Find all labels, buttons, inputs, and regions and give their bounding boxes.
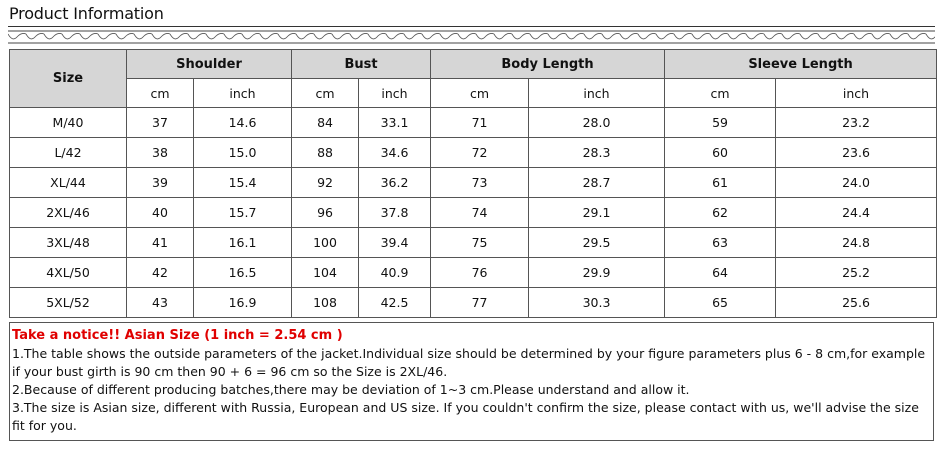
table-cell: 37.8	[359, 198, 431, 228]
table-cell: 73	[431, 168, 529, 198]
table-cell: 28.0	[529, 108, 665, 138]
table-cell: 100	[292, 228, 359, 258]
table-cell: 42.5	[359, 288, 431, 318]
table-cell: 63	[665, 228, 776, 258]
bust-header: Bust	[292, 50, 431, 79]
table-cell: 24.4	[776, 198, 937, 228]
size-cell: 3XL/48	[10, 228, 127, 258]
table-cell: 29.5	[529, 228, 665, 258]
table-cell: 59	[665, 108, 776, 138]
notice-text: Take a notice!! Asian Size (1 inch = 2.54 cm )	[12, 328, 343, 343]
table-cell: 72	[431, 138, 529, 168]
table-cell: 37	[127, 108, 194, 138]
table-row	[10, 228, 937, 258]
unit-cm-header: cm	[127, 79, 194, 108]
table-cell: 71	[431, 108, 529, 138]
unit-inch-header: inch	[776, 79, 937, 108]
table-cell: 34.6	[359, 138, 431, 168]
table-cell: 33.1	[359, 108, 431, 138]
size-notes	[9, 322, 934, 441]
size-cell: XL/44	[10, 168, 127, 198]
table-cell: 108	[292, 288, 359, 318]
table-cell: 15.4	[194, 168, 292, 198]
table-cell: 36.2	[359, 168, 431, 198]
table-cell: 29.9	[529, 258, 665, 288]
table-cell: 39.4	[359, 228, 431, 258]
table-cell: 60	[665, 138, 776, 168]
table-cell: 24.8	[776, 228, 937, 258]
unit-cm-header: cm	[292, 79, 359, 108]
table-cell: 15.7	[194, 198, 292, 228]
table-cell: 16.5	[194, 258, 292, 288]
table-cell: 96	[292, 198, 359, 228]
table-cell: 25.6	[776, 288, 937, 318]
table-cell: 14.6	[194, 108, 292, 138]
unit-inch-header: inch	[194, 79, 292, 108]
size-cell: 4XL/50	[10, 258, 127, 288]
table-cell: 65	[665, 288, 776, 318]
size-header: Size	[10, 50, 127, 108]
table-cell: 24.0	[776, 168, 937, 198]
shoulder-header: Shoulder	[127, 50, 292, 79]
table-cell: 30.3	[529, 288, 665, 318]
table-cell: 28.7	[529, 168, 665, 198]
size-cell: 2XL/46	[10, 198, 127, 228]
table-cell: 16.9	[194, 288, 292, 318]
table-cell: 42	[127, 258, 194, 288]
unit-inch-header: inch	[359, 79, 431, 108]
table-cell: 28.3	[529, 138, 665, 168]
table-cell: 15.0	[194, 138, 292, 168]
table-row	[10, 138, 937, 168]
sleeve-length-header: Sleeve Length	[665, 50, 937, 79]
table-cell: 88	[292, 138, 359, 168]
table-cell: 77	[431, 288, 529, 318]
table-cell: 40	[127, 198, 194, 228]
table-row	[10, 108, 937, 138]
page-title: Product Information	[9, 4, 164, 23]
note-line-3: 3.The size is Asian size, different with Russia, European and US size. If you couldn't confirm the size, please contact with us, we'll advise the size fit for you.	[12, 400, 919, 433]
table-cell: 39	[127, 168, 194, 198]
table-cell: 104	[292, 258, 359, 288]
table-cell: 43	[127, 288, 194, 318]
table-cell: 41	[127, 228, 194, 258]
unit-cm-header: cm	[431, 79, 529, 108]
table-cell: 23.2	[776, 108, 937, 138]
table-cell: 64	[665, 258, 776, 288]
table-row	[10, 198, 937, 228]
size-cell: L/42	[10, 138, 127, 168]
note-line-2: 2.Because of different producing batches,there may be deviation of 1~3 cm.Please understand and allow it.	[12, 382, 690, 397]
table-cell: 92	[292, 168, 359, 198]
note-line-1: 1.The table shows the outside parameters of the jacket.Individual size should be determined by your figure parameters plus 6 - 8 cm,for example if your bust girth is 90 cm then 90 + 6 = 96 cm so the Size is 2XL/46.	[12, 346, 926, 379]
table-cell: 84	[292, 108, 359, 138]
table-row	[10, 288, 937, 318]
table-cell: 75	[431, 228, 529, 258]
table-cell: 38	[127, 138, 194, 168]
body-length-header: Body Length	[431, 50, 665, 79]
title-rule	[8, 26, 935, 27]
size-cell: M/40	[10, 108, 127, 138]
decorative-border	[8, 30, 935, 44]
table-cell: 23.6	[776, 138, 937, 168]
table-row	[10, 168, 937, 198]
table-cell: 74	[431, 198, 529, 228]
table-cell: 62	[665, 198, 776, 228]
size-cell: 5XL/52	[10, 288, 127, 318]
unit-cm-header: cm	[665, 79, 776, 108]
unit-inch-header: inch	[529, 79, 665, 108]
table-cell: 25.2	[776, 258, 937, 288]
table-cell: 76	[431, 258, 529, 288]
table-row	[10, 258, 937, 288]
table-cell: 61	[665, 168, 776, 198]
table-cell: 29.1	[529, 198, 665, 228]
table-cell: 40.9	[359, 258, 431, 288]
table-cell: 16.1	[194, 228, 292, 258]
size-table	[9, 49, 937, 318]
